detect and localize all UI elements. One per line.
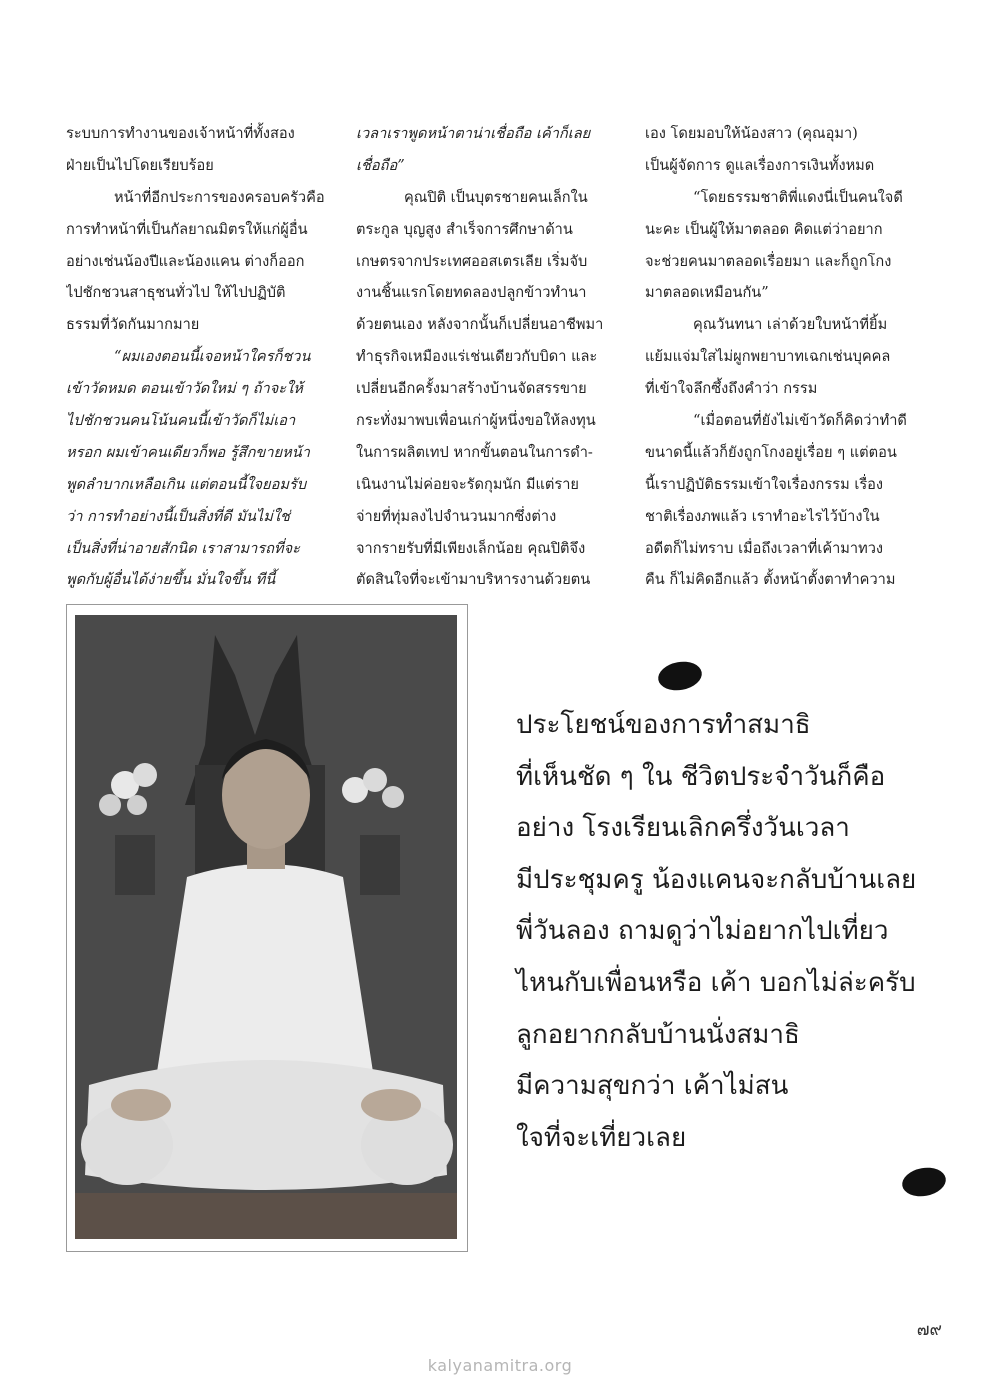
pull-quote-line: อย่าง โรงเรียนเลิกครึ่งวันเวลา	[516, 813, 850, 844]
pull-quote	[516, 700, 956, 1164]
text-line: เชื่อถือ”	[356, 156, 405, 174]
pull-quote-line: ไหนกับเพื่อนหรือ เค้า บอกไม่ล่ะครับ	[516, 967, 916, 998]
text-line: เป็นผู้จัดการ ดูแลเรื่องการเงินทั้งหมด	[645, 156, 875, 174]
text-line: ระบบการทำงานของเจ้าหน้าที่ทั้งสอง	[66, 125, 295, 142]
text-line: มาตลอดเหมือนกัน”	[645, 284, 769, 302]
text-line: เกษตรจากประเทศออสเตรเลีย เริ่มจับ	[356, 252, 588, 270]
site-watermark: kalyanamitra.org	[427, 1356, 573, 1375]
text-line: ด้วยตนเอง หลังจากนั้นก็เปลี่ยนอาชีพมา	[356, 316, 604, 334]
text-line: ไปชักชวนสาธุชนทั่วไป ให้ไปปฏิบัติ	[66, 284, 286, 302]
text-line: จากรายรับที่มีเพียงเล็กน้อย คุณปิติจึง	[356, 539, 586, 557]
text-line: อย่างเช่นน้องปีและน้องแคน ต่างก็ออก	[66, 252, 305, 270]
text-line: กระทั่งมาพบเพื่อนเก่าผู้หนึ่งขอให้ลงทุน	[356, 412, 596, 430]
text-line: ทำธุรกิจเหมืองแร่เช่นเดียวกับบิดา และ	[356, 348, 598, 366]
quote-open-mark	[656, 658, 704, 693]
pull-quote-line: ใจที่จะเที่ยวเลย	[516, 1122, 687, 1153]
text-line: จ่ายที่ทุ่มลงไปจำนวนมากซึ่งต่าง	[356, 507, 557, 525]
pull-quote-line: ลูกอยากกลับบ้านนั่งสมาธิ	[516, 1019, 800, 1050]
text-line: ในการผลิตเทป หากขั้นตอนในการดำ-	[356, 443, 593, 461]
photo-frame	[66, 604, 468, 1252]
text-line: พูดลำบากเหลือเกิน แต่ตอนนี้ใจยอมรับ	[66, 475, 307, 493]
text-line: งานชิ้นแรกโดยทดลองปลูกข้าวทำนา	[356, 284, 587, 302]
text-line: ฝ่ายเป็นไปโดยเรียบร้อย	[66, 156, 214, 174]
text-line: นะคะ เป็นผู้ให้มาตลอด คิดแต่ว่าอยาก	[645, 220, 883, 238]
text-line: ที่เข้าใจลึกซึ้งถึงคำว่า กรรม	[645, 380, 818, 398]
text-line: ไปชักชวนคนโน้นคนนี้เข้าวัดก็ไม่เอา	[66, 412, 296, 430]
pull-quote-line: พี่วันลอง ถามดูว่าไม่อยากไปเที่ยว	[516, 916, 889, 947]
meditating-boy-photo	[75, 615, 457, 1239]
pull-quote-line: ที่เห็นชัด ๆ ใน ชีวิตประจำวันก็คือ	[516, 761, 886, 792]
text-line: ตระกูล บุญสูง สำเร็จการศึกษาด้าน	[356, 220, 573, 238]
pull-quote-line: มีความสุขกว่า เค้าไม่สน	[516, 1071, 789, 1102]
text-line: จะช่วยคนมาตลอดเรื่อยมา และก็ถูกโกง	[645, 252, 892, 270]
text-line: คุณปิติ เป็นบุตรชายคนเล็กใน	[404, 188, 588, 206]
text-column-3	[645, 118, 907, 596]
quote-close-mark	[900, 1164, 948, 1199]
text-line: “โดยธรรมชาติพี่แดงนี่เป็นคนใจดี	[693, 188, 903, 206]
text-line: “เมื่อตอนที่ยังไม่เข้าวัดก็คิดว่าทำดี	[693, 412, 907, 430]
text-line: แย้มแจ่มใสไม่ผูกพยาบาทเฉกเช่นบุคคล	[645, 348, 891, 366]
photo-illustration	[75, 615, 457, 1239]
text-line: เป็นสิ่งที่น่าอายสักนิด เราสามารถที่จะ	[66, 539, 301, 557]
text-line: พูดกับผู้อื่นได้ง่ายขึ้น มั่นใจขึ้น ทีนี้	[66, 571, 276, 589]
text-line: เนินงานไม่ค่อยจะรัดกุมนัก มีแต่ราย	[356, 475, 579, 493]
text-line: ธรรมที่วัดกันมากมาย	[66, 316, 200, 334]
text-line: คืน ก็ไม่คิดอีกแล้ว ตั้งหน้าตั้งตาทำความ	[645, 571, 896, 589]
text-line: คุณวันทนา เล่าด้วยใบหน้าที่ยิ้ม	[693, 316, 888, 334]
pull-quote-line: มีประชุมครู น้องแคนจะกลับบ้านเลย	[516, 864, 917, 895]
pull-quote-line: ประโยชน์ของการทำสมาธิ	[516, 710, 811, 740]
text-column-2	[356, 118, 618, 596]
text-line: หรอก ผมเข้าคนเดียวก็พอ รู้สึกขายหน้า	[66, 443, 310, 461]
text-line: การทำหน้าที่เป็นกัลยาณมิตรให้แก่ผู้อื่น	[66, 220, 308, 238]
text-line: ว่า การทำอย่างนี้เป็นสิ่งที่ดี มันไม่ใช่	[66, 507, 290, 525]
text-line: ชาติเรื่องภพแล้ว เราทำอะไรไว้บ้างใน	[645, 507, 880, 525]
text-line: “ผมเองตอนนี้เจอหน้าใครก็ชวน	[114, 348, 311, 366]
text-line: เวลาเราพูดหน้าตาน่าเชื่อถือ เค้าก็เลย	[356, 125, 591, 142]
text-line: เอง โดยมอบให้น้องสาว (คุณอุมา)	[645, 125, 858, 142]
text-line: ตัดสินใจที่จะเข้ามาบริหารงานด้วยตน	[356, 571, 591, 589]
text-line: อดีตก็ไม่ทราบ เมื่อถึงเวลาที่เค้ามาทวง	[645, 539, 884, 557]
text-line: หน้าที่อีกประการของครอบครัวคือ	[114, 188, 325, 206]
text-line: เปลี่ยนอีกครั้งมาสร้างบ้านจัดสรรขาย	[356, 380, 587, 398]
text-line: ขนาดนี้แล้วก็ยังถูกโกงอยู่เรื่อย ๆ แต่ตอน	[645, 443, 897, 461]
text-column-1	[66, 118, 328, 596]
text-line: เข้าวัดหมด ตอนเข้าวัดใหม่ ๆ ถ้าจะให้	[66, 380, 303, 398]
page-number: ๗๙	[916, 1320, 942, 1340]
text-line: นี้เราปฏิบัติธรรมเข้าใจเรื่องกรรม เรื่อง	[645, 475, 884, 493]
